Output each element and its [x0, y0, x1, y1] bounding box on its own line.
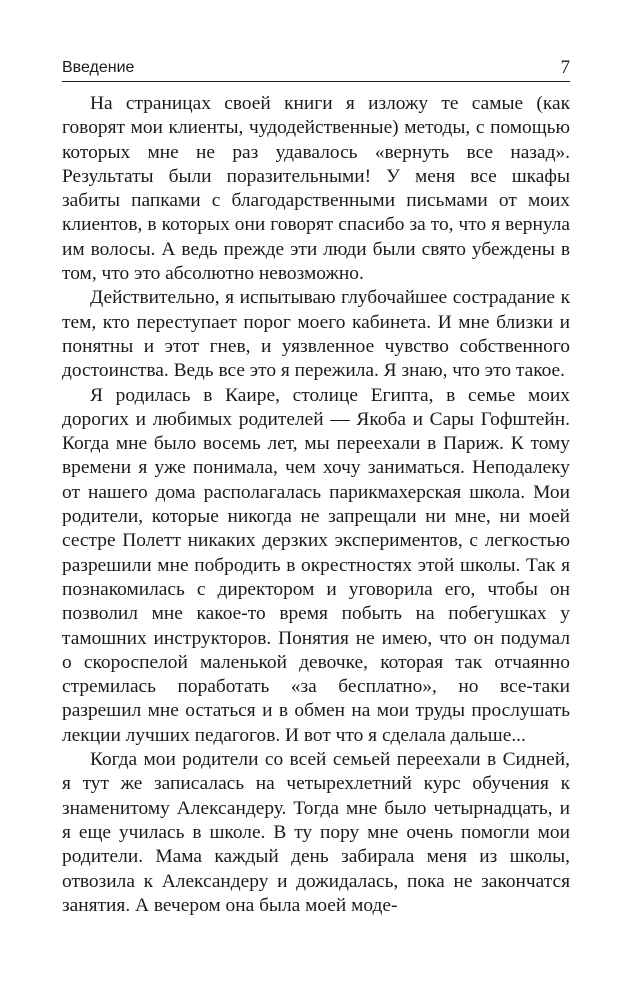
chapter-title: Введение — [62, 59, 135, 76]
running-header — [62, 58, 570, 82]
page-number: 7 — [560, 57, 570, 78]
paragraph-3: Я родилась в Каире, столице Египта, в семье моих дорогих и любимых родителей — Якоба и Сары Гофштейн. Когда мне было восемь лет, мы переехали в Париж. К тому времени я уже понимала, чем хочу заниматься. Неподалеку от нашего дома располагалась парикмахерская школа. Мои родители, которые никогда не запрещали ни мне, ни моей сестре Полетт никаких дерзких экспериментов, с легкостью разрешили мне побродить в окрестностях этой школы. Так я познакомилась с директором и уговорила его, чтобы он позволил мне какое-то время побыть на побегушках у тамошних инструкторов. Понятия не имею, что он подумал о скороспелой маленькой девочке, которая так отчаянно стремилась поработать «за бесплатно», но все-таки разрешил мне остаться и в обмен на мои труды прослушать лекции лучших педагогов. И вот что я сделала дальше... — [62, 384, 570, 746]
body-text — [62, 92, 570, 918]
paragraph-1: На страницах своей книги я изложу те самые (как говорят мои клиенты, чудодейственные) методы, с помощью которых мне не раз удавалось «вернуть все назад». Результаты были поразительными! У меня все шкафы забиты папками с благодарственными письмами от моих клиентов, в которых они говорят спасибо за то, что я вернула им волосы. А ведь прежде эти люди были свято убеждены в том, что это абсолютно невозможно. — [62, 93, 570, 285]
paragraph-4: Когда мои родители со всей семьей переехали в Сидней, я тут же записалась на четырехлетний курс обучения к знаменитому Александеру. Тогда мне было четырнадцать, и я еще училась в школе. В ту пору мне очень помогли мои родители. Мама каждый день забирала меня из школы, отвозила к Александеру и дожидалась, пока не закончатся занятия. А вечером она была моей моде- — [62, 749, 570, 916]
paragraph-2: Действительно, я испытываю глубочайшее сострадание к тем, кто переступает порог моего кабинета. И мне близки и понятны и этот гнев, и уязвленное чувство собственного достоинства. Ведь все это я пережила. Я знаю, что это такое. — [62, 287, 570, 382]
book-page — [62, 58, 570, 918]
